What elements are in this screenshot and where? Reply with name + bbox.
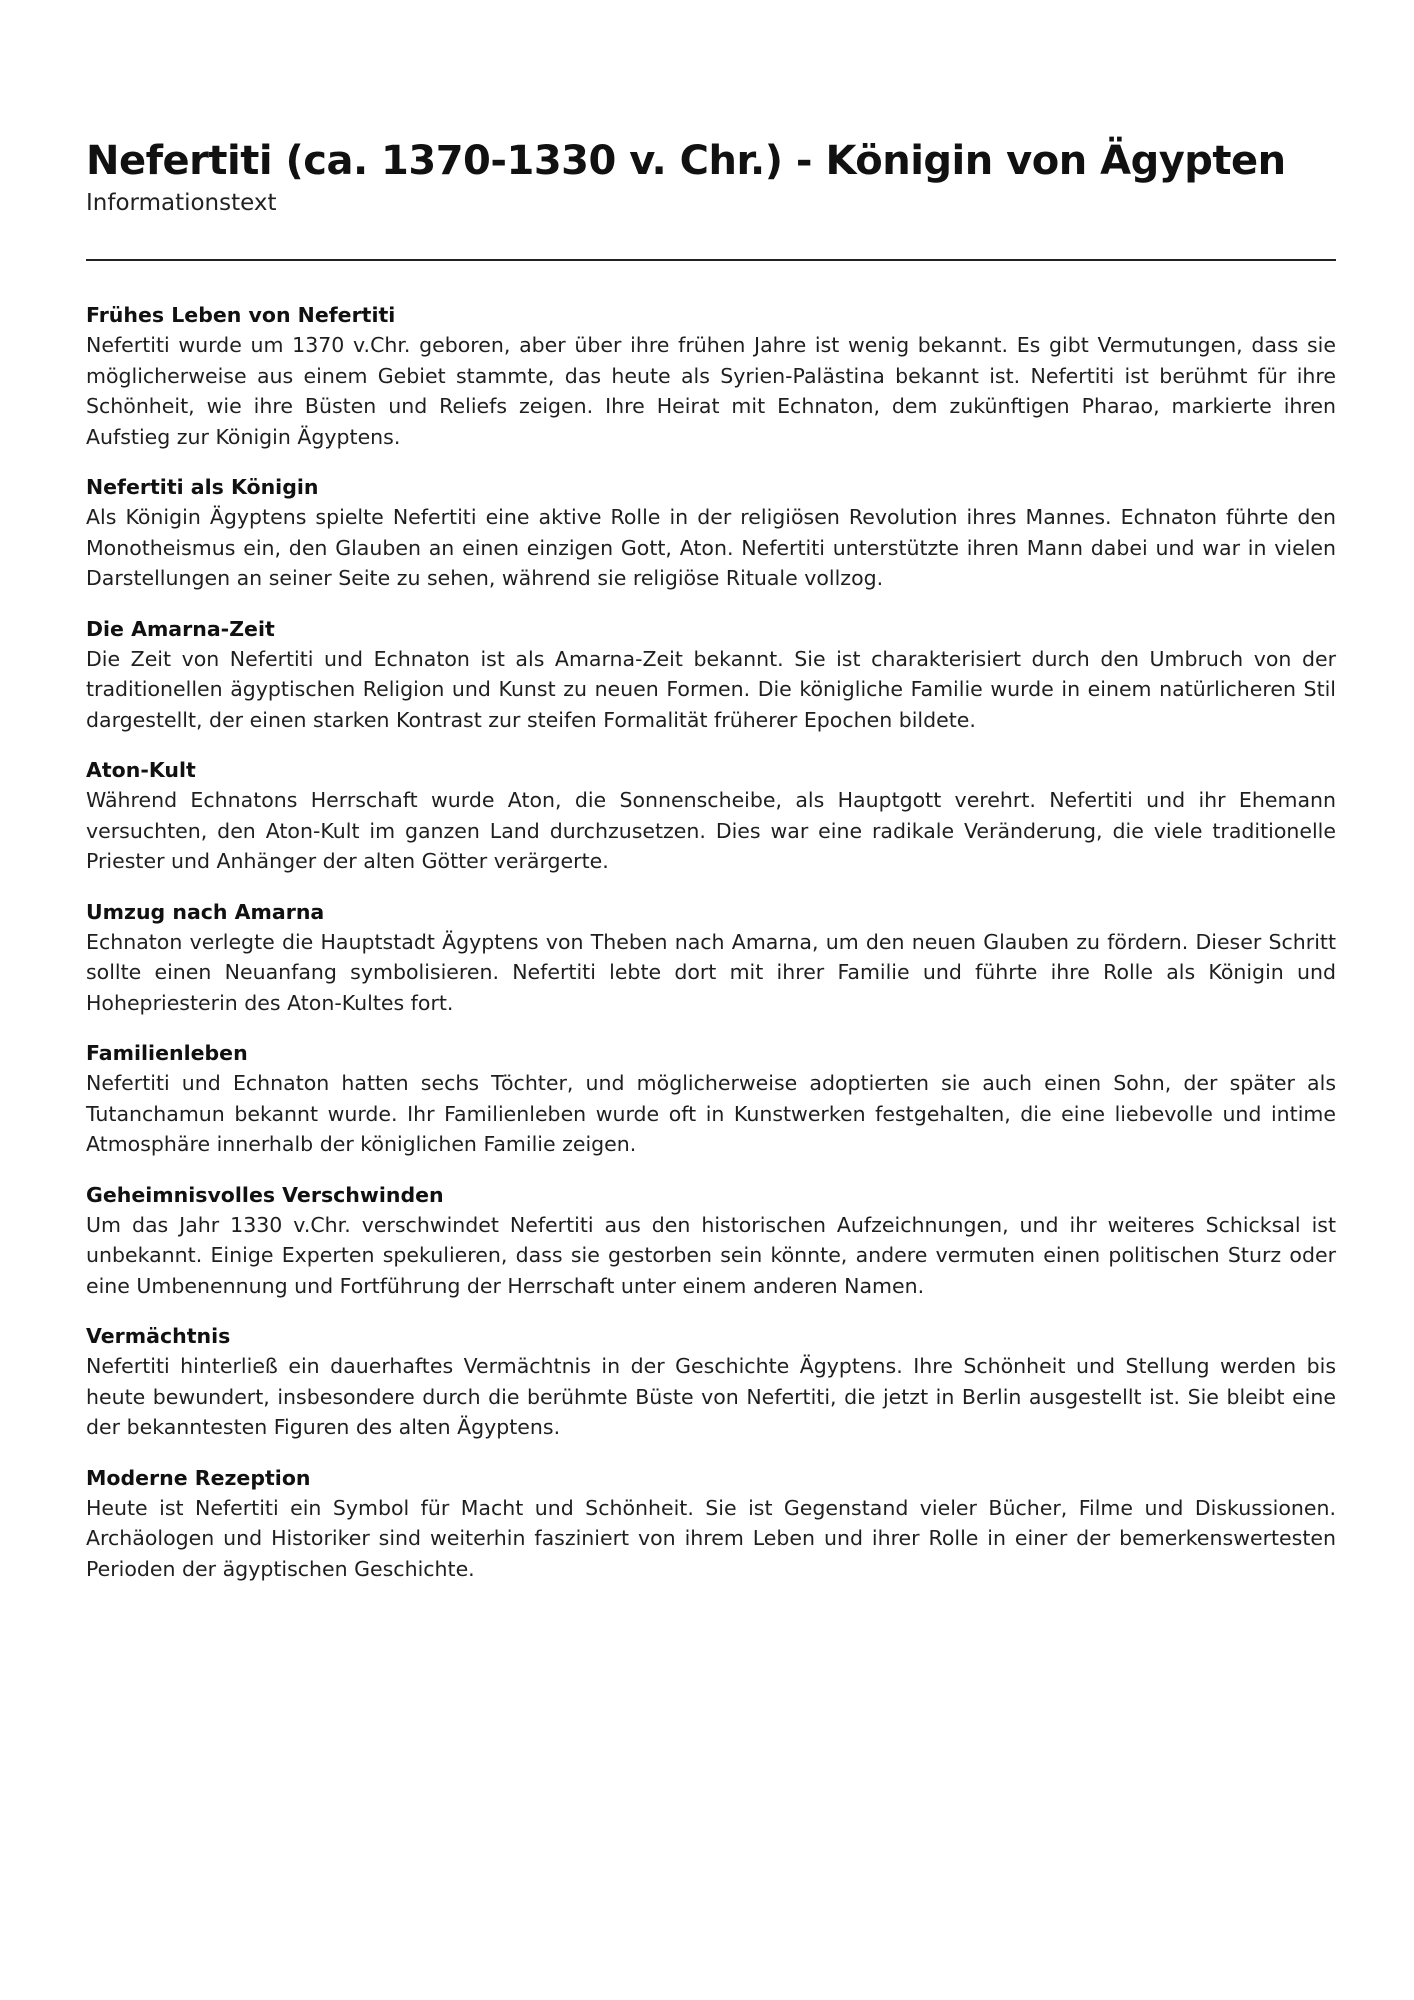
- section-body: Echnaton verlegte die Hauptstadt Ägyptens von Theben nach Amarna, um den neuen Glauben zu fördern. Dieser Schritt sollte einen Neuanfang symbolisieren. Nefertiti lebte dort mit ihrer Familie und führte ihre Rolle als Königin und Hohepriesterin des Aton-Kultes fort.: [86, 929, 1336, 1015]
- section-moderne-rezeption: [86, 1463, 1336, 1585]
- section-body: Als Königin Ägyptens spielte Nefertiti eine aktive Rolle in der religiösen Revolution ihres Mannes. Echnaton führte den Monotheismus ein, den Glauben an einen einzigen Gott, Aton. Nefertiti unterstützte ihren Mann dabei und war in vielen Darstellungen an seiner Seite zu sehen, während sie religiöse Rituale vollzog.: [86, 505, 1336, 590]
- section-heading: Moderne Rezeption: [86, 1465, 311, 1490]
- section-heading: Nefertiti als Königin: [86, 475, 319, 499]
- section-body: Um das Jahr 1330 v.Chr. verschwindet Nefertiti aus den historischen Aufzeichnungen, und ihr weiteres Schicksal ist unbekannt. Einige Experten spekulieren, dass sie gestorben sein könnte, andere vermuten einen politischen Sturz oder eine Umbenennung und Fortführung der Herrschaft unter einem anderen Namen.: [86, 1212, 1336, 1298]
- section-heading: Umzug nach Amarna: [86, 899, 325, 924]
- section-heading: Vermächtnis: [86, 1324, 231, 1348]
- title-divider: [86, 259, 1336, 261]
- section-verschwinden: [86, 1180, 1336, 1302]
- section-als-koenigin: [86, 472, 1336, 594]
- section-body: Heute ist Nefertiti ein Symbol für Macht und Schönheit. Sie ist Gegenstand vieler Bücher, Filme und Diskussionen. Archäologen und Historiker sind weiterhin fasziniert von ihrem Leben und ihrer Rolle in einer der bemerkenswertesten Perioden der ägyptischen Geschichte.: [86, 1495, 1336, 1581]
- document-subtitle: Informationstext: [86, 190, 277, 216]
- section-heading: Familienleben: [86, 1041, 248, 1065]
- section-vermaechtnis: [86, 1321, 1336, 1443]
- document-page: [86, 136, 1336, 1604]
- section-amarna-zeit: [86, 614, 1336, 736]
- section-fruehes-leben: [86, 300, 1336, 452]
- section-body: Nefertiti und Echnaton hatten sechs Töchter, und möglicherweise adoptierten sie auch einen Sohn, der später als Tutanchamun bekannt wurde. Ihr Familienleben wurde oft in Kunstwerken festgehalten, die eine liebevolle und intime Atmosphäre innerhalb der königlichen Familie zeigen.: [86, 1071, 1336, 1156]
- section-heading: Aton-Kult: [86, 758, 196, 782]
- section-aton-kult: [86, 755, 1336, 877]
- section-heading: Frühes Leben von Nefertiti: [86, 303, 396, 327]
- section-heading: Geheimnisvolles Verschwinden: [86, 1182, 444, 1207]
- section-heading: Die Amarna-Zeit: [86, 616, 275, 641]
- section-body: Während Echnatons Herrschaft wurde Aton, die Sonnenscheibe, als Hauptgott verehrt. Nefertiti und ihr Ehemann versuchten, den Aton-Kult im ganzen Land durchzusetzen. Dies war eine radikale Veränderung, die viele traditionelle Priester und Anhänger der alten Götter verärgerte.: [86, 788, 1336, 873]
- section-body: Nefertiti hinterließ ein dauerhaftes Vermächtnis in der Geschichte Ägyptens. Ihre Schönheit und Stellung werden bis heute bewundert, insbesondere durch die berühmte Büste von Nefertiti, die jetzt in Berlin ausgestellt ist. Sie bleibt eine der bekanntesten Figuren des alten Ägyptens.: [86, 1354, 1336, 1439]
- section-body: Die Zeit von Nefertiti und Echnaton ist als Amarna-Zeit bekannt. Sie ist charakterisiert durch den Umbruch von der traditionellen ägyptischen Religion und Kunst zu neuen Formen. Die königliche Familie wurde in einem natürlicheren Stil dargestellt, der einen starken Kontrast zur steifen Formalität früherer Epochen bildete.: [86, 646, 1336, 732]
- section-umzug-amarna: [86, 897, 1336, 1019]
- document-title: Nefertiti (ca. 1370-1330 v. Chr.) - Königin von Ägypten: [86, 138, 1286, 184]
- section-familienleben: [86, 1038, 1336, 1160]
- section-body: Nefertiti wurde um 1370 v.Chr. geboren, aber über ihre frühen Jahre ist wenig bekannt. Es gibt Vermutungen, dass sie möglicherweise aus einem Gebiet stammte, das heute als Syrien-Palästina bekannt ist. Nefertiti ist berühmt für ihre Schönheit, wie ihre Büsten und Reliefs zeigen. Ihre Heirat mit Echnaton, dem zukünftigen Pharao, markierte ihren Aufstieg zur Königin Ägyptens.: [86, 333, 1336, 449]
- sections-container: [86, 300, 1336, 1584]
